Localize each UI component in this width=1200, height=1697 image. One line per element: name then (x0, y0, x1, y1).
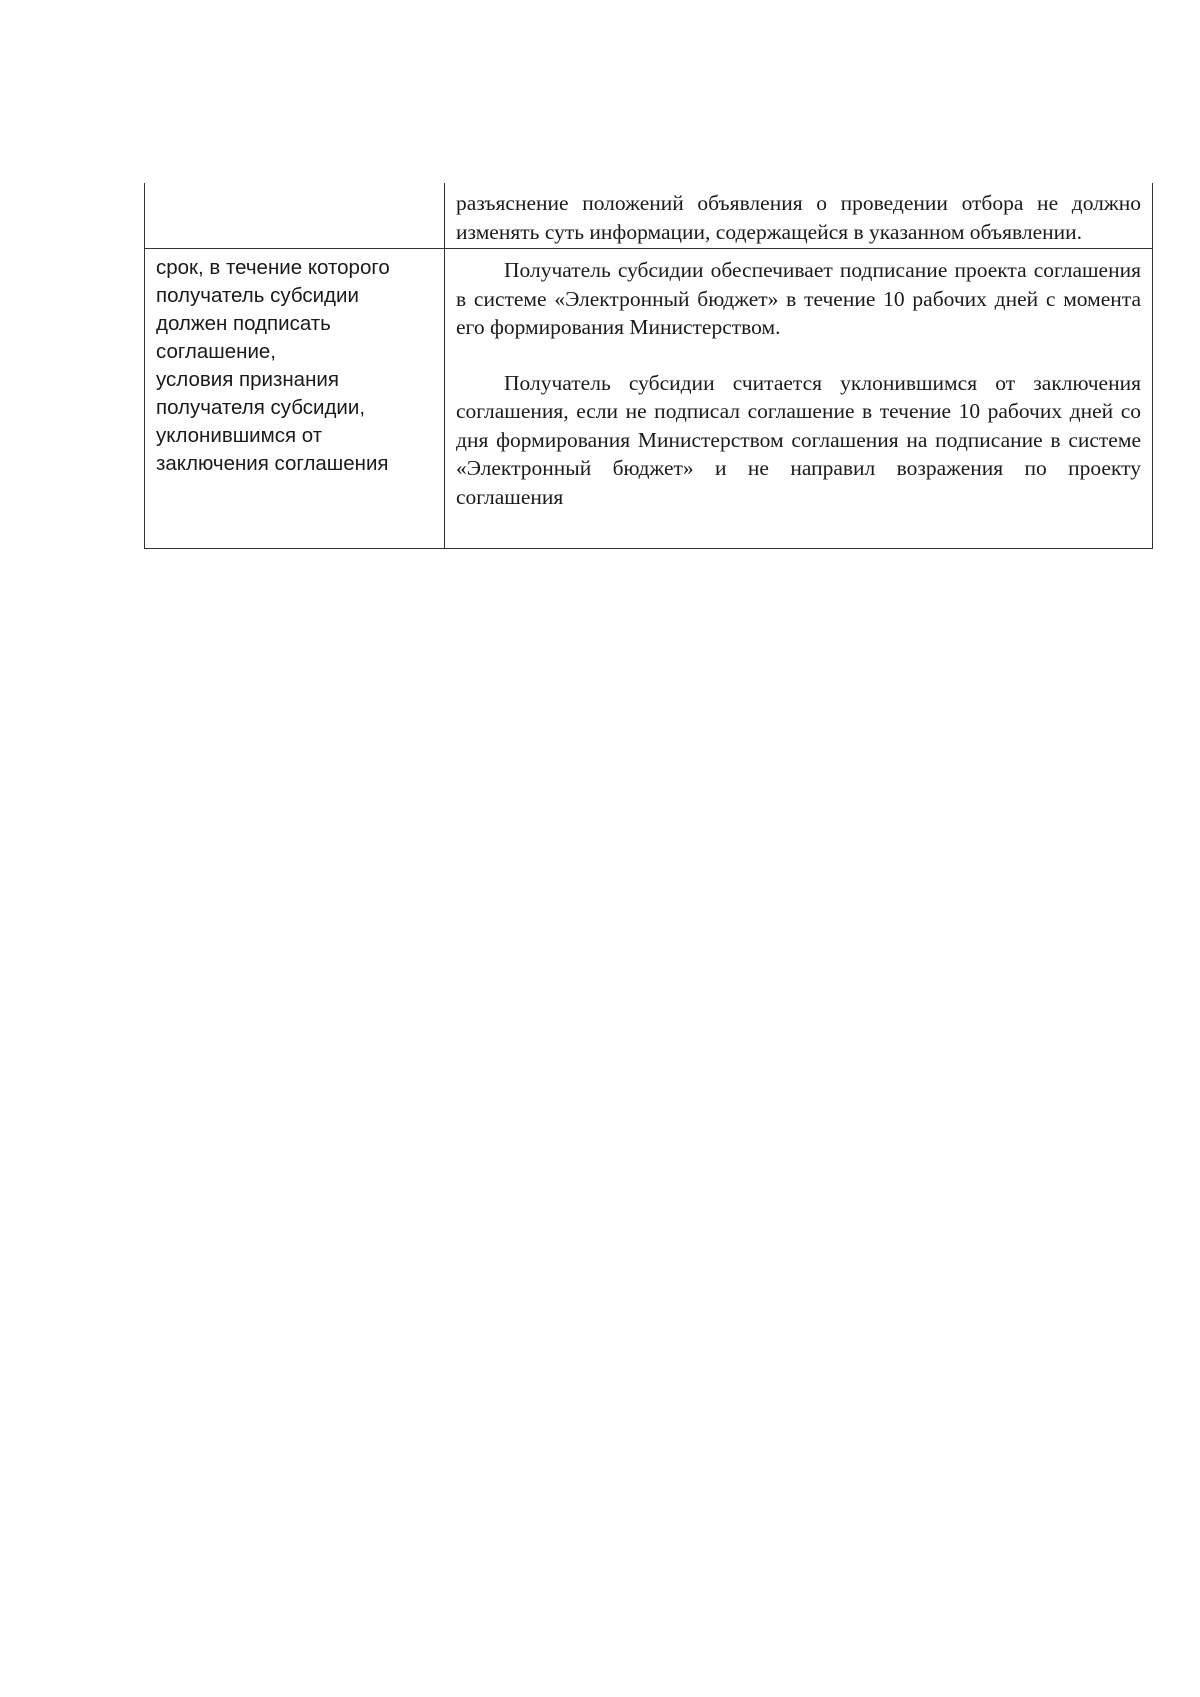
row-label-line: условия признания (156, 368, 339, 391)
row-label-line: уклонившимся от (156, 424, 323, 447)
table-cell-right-continued (445, 183, 1153, 249)
table-cell-left-empty (145, 183, 445, 249)
table-cell-left (145, 249, 445, 549)
row-label-line: получателя субсидии, (156, 396, 366, 419)
row-label-line: получатель субсидии (156, 284, 359, 307)
requirements-table (144, 183, 1153, 549)
cell-paragraph-signing: Получатель субсидии обеспечивает подписание проекта соглашения в системе «Электронный бюджет» в течение 10 рабочих дней с момента его формирования Министерством. (456, 258, 1141, 339)
table-cell-right (445, 249, 1153, 549)
row-label-line: соглашение, (156, 340, 276, 363)
table-row-continued (145, 183, 1153, 249)
cell-text-continued: разъяснение положений объявления о проведении отбора не должно изменять суть информации, содержащейся в указанном объявлении. (456, 191, 1141, 244)
row-label-line: должен подписать (156, 312, 331, 335)
row-label-line: срок, в течение которого (156, 256, 390, 279)
row-label (145, 249, 444, 478)
table-row (145, 249, 1153, 549)
row-label-line: заключения соглашения (156, 452, 389, 475)
cell-paragraph-evasion: Получатель субсидии считается уклонившимся от заключения соглашения, если не подписал соглашение в течение 10 рабочих дней со дня формирования Министерством соглашения на подписание в системе «Электронный бюджет» и не направил возражения по проекту соглашения (456, 370, 1141, 509)
